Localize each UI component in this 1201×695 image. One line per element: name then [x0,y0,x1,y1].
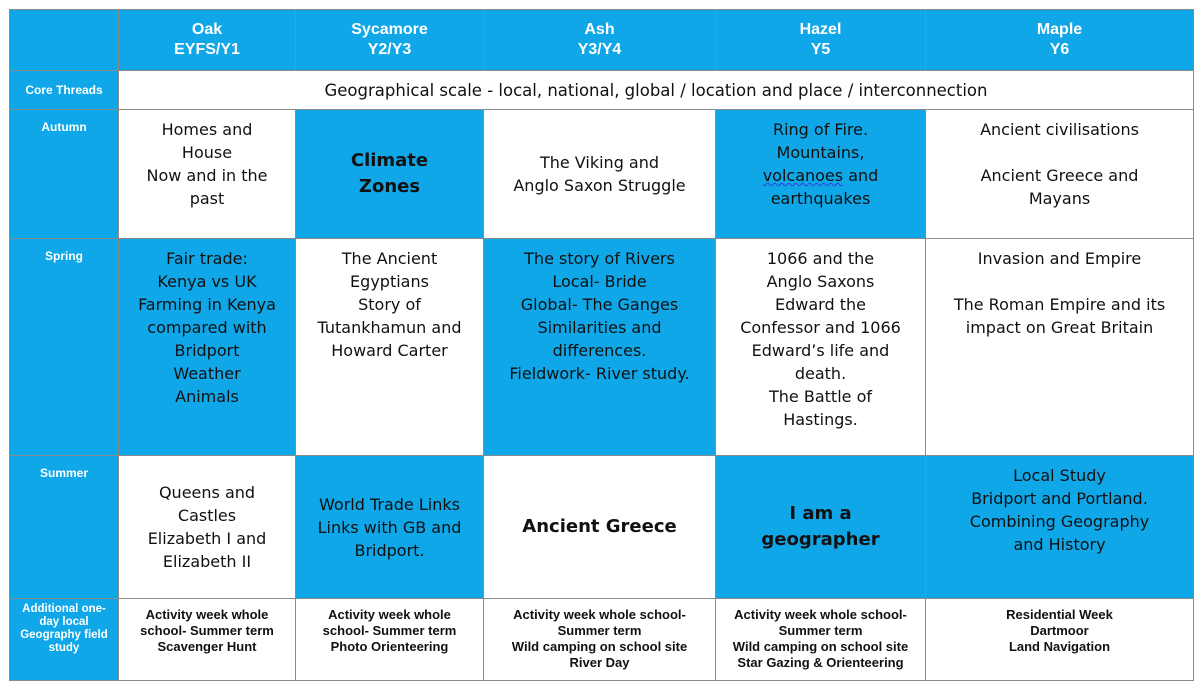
cell-line: Invasion and Empire [977,249,1142,268]
row-label-core-threads: Core Threads [10,71,119,110]
cell-line: Bridport. [354,540,425,560]
cell-line: geographer [761,529,880,550]
column-years: Y5 [810,41,831,58]
cell-line: Egyptians [350,272,429,291]
cell-line: Activity week whole school- [734,607,907,622]
cell-additional-ash [484,599,716,681]
cell-line: Story of [358,295,421,314]
cell-line [720,164,921,187]
cell-line: school- Summer term [322,623,457,638]
cell-line: Edward the [775,295,866,314]
cell-line: past [189,189,225,208]
cell-additional-sycamore [296,599,484,681]
core-threads-text: Geographical scale - local, national, global / location and place / interconnection [119,71,1194,110]
cell-summer-ash [484,456,716,599]
line-gap [930,141,1189,164]
cell-line: Global- The Ganges [520,295,679,314]
cell-line: Activity week whole [145,607,269,622]
cell-line: differences. [552,341,647,360]
cell-autumn-ash [484,110,716,239]
cell-autumn-maple [926,110,1194,239]
cell-line: Ancient civilisations [980,120,1139,139]
cell-line: Anglo Saxons [766,272,875,291]
cell-line: The Ancient [341,249,438,268]
column-name: Sycamore [351,21,428,38]
cell-line: Climate [350,150,429,171]
cell-line: Fair trade: [166,249,248,268]
cell-line: Confessor and 1066 [740,318,901,337]
cell-line: impact on Great Britain [965,318,1154,337]
cell-spring-sycamore [296,239,484,456]
cell-line: and History [1013,535,1106,554]
cell-line: Ring of Fire. [772,120,869,139]
row-label-spring: Spring [10,239,119,456]
cell-autumn-sycamore [296,110,484,239]
cell-line: World Trade Links [319,494,460,514]
row-label-summer: Summer [10,456,119,599]
line-gap [930,270,1189,293]
cell-line: Star Gazing & Orienteering [737,655,904,670]
cell-additional-hazel [716,599,926,681]
cell-line: Combining Geography [969,512,1150,531]
cell-line: Bridport [174,341,240,360]
cell-spring-ash [484,239,716,456]
column-years: EYFS/Y1 [174,41,240,58]
cell-line-tail: and [843,166,879,185]
cell-line: school- Summer term [140,623,274,638]
cell-line: Mayans [1028,189,1091,208]
cell-autumn-oak [119,110,296,239]
column-years: Y3/Y4 [577,41,622,58]
column-name: Oak [191,21,223,38]
cell-spring-maple [926,239,1194,456]
autumn-row [10,110,1194,239]
cell-line: Elizabeth II [162,552,252,571]
cell-line: The Roman Empire and its [953,295,1166,314]
cell-line: Tutankhamun and [317,318,462,337]
cell-line: earthquakes [770,189,871,208]
cell-line: House [181,143,233,162]
cell-line: Links with GB and [317,517,462,537]
column-name: Hazel [799,21,842,38]
geography-curriculum-table [9,9,1194,681]
column-header-sycamore [296,10,484,71]
cell-line: Local- Bride [552,272,647,291]
cell-line: 1066 and the [766,249,875,268]
cell-line: Wild camping on school site [511,639,688,654]
cell-line: Anglo Saxon Struggle [513,176,686,195]
cell-line: Photo Orienteering [330,639,449,654]
cell-additional-maple [926,599,1194,681]
additional-field-study-row [10,599,1194,681]
cell-line: Zones [358,176,421,197]
cell-line: compared with [147,318,267,337]
cell-summer-maple [926,456,1194,599]
cell-line: Land Navigation [1008,639,1111,654]
curriculum-grid [9,9,1193,680]
header-row [10,10,1194,71]
column-name: Ash [584,21,615,38]
cell-line: Residential Week [1006,607,1113,622]
column-header-maple [926,10,1194,71]
cell-line: Ancient Greece [522,516,677,537]
header-corner [10,10,119,71]
cell-line: The Battle of [769,387,872,406]
cell-line: Edward’s life and [751,341,890,360]
cell-line: Kenya vs UK [157,272,257,291]
cell-line: Animals [175,387,239,406]
cell-line: Now and in the [146,166,268,185]
cell-line: Summer term [778,623,863,638]
row-label-additional-field-study: Additional one-day local Geography field study [10,599,119,681]
row-label-autumn: Autumn [10,110,119,239]
cell-line: Activity week whole school- [513,607,686,622]
cell-line: Hastings. [783,410,858,429]
cell-line: Dartmoor [1030,623,1089,638]
cell-line: Farming in Kenya [138,295,276,314]
cell-line: Homes and [161,120,253,139]
cell-line: Wild camping on school site [732,639,909,654]
cell-line: Mountains, [776,143,865,162]
column-years: Y6 [1049,41,1070,58]
column-header-hazel [716,10,926,71]
cell-line: Weather [173,364,241,383]
cell-line: I am a [789,503,852,524]
spring-row [10,239,1194,456]
cell-line: Summer term [557,623,642,638]
cell-line: Castles [177,506,237,525]
cell-line: The story of Rivers [524,249,675,268]
cell-line: Local Study [1013,466,1106,485]
column-years: Y2/Y3 [367,41,412,58]
cell-summer-oak [119,456,296,599]
cell-line: Queens and [158,483,256,502]
cell-line: Howard Carter [331,341,448,360]
cell-line: The Viking and [539,153,660,172]
cell-line: Bridport and Portland. [971,489,1148,508]
column-header-oak [119,10,296,71]
column-name: Maple [1036,21,1083,38]
spellcheck-underlined-word: volcanoes [762,166,844,185]
cell-additional-oak [119,599,296,681]
core-threads-row [10,71,1194,110]
cell-line: death. [794,364,847,383]
cell-line: Scavenger Hunt [157,639,257,654]
column-header-ash [484,10,716,71]
cell-spring-hazel [716,239,926,456]
summer-row [10,456,1194,599]
cell-summer-hazel [716,456,926,599]
cell-autumn-hazel [716,110,926,239]
cell-spring-oak [119,239,296,456]
cell-line: Elizabeth I and [147,529,267,548]
cell-line: Activity week whole [328,607,451,622]
cell-line: River Day [569,655,630,670]
cell-summer-sycamore [296,456,484,599]
cell-line: Similarities and [537,318,662,337]
cell-line: Fieldwork- River study. [509,364,690,383]
cell-line: Ancient Greece and [980,166,1139,185]
